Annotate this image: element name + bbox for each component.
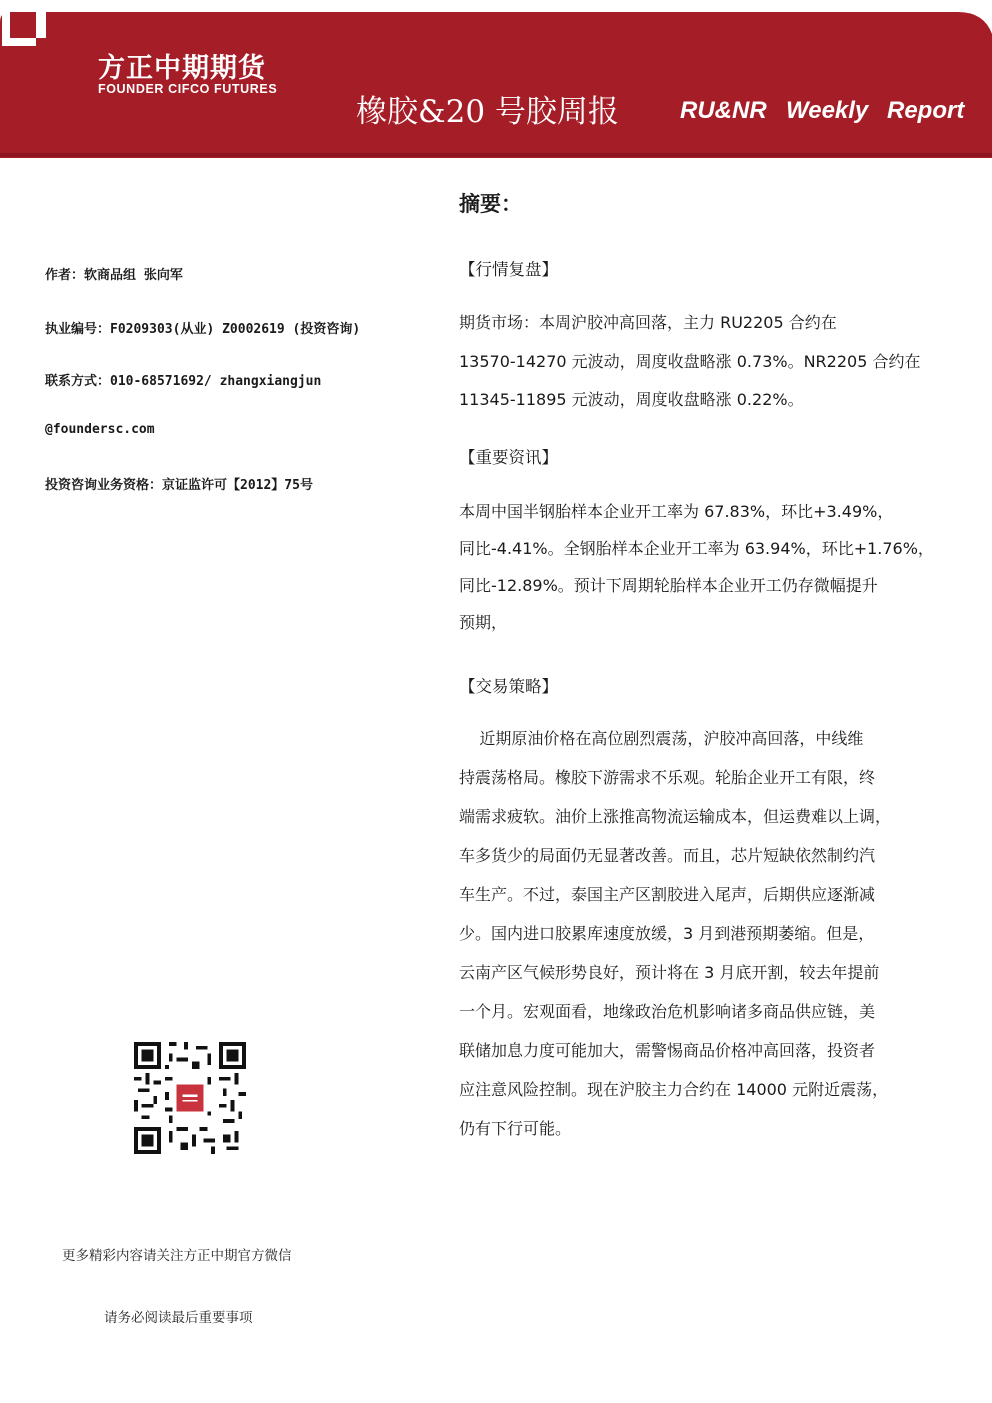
key-news-paragraph [459, 498, 934, 646]
disclaimer-note: 请务必阅读最后重要事项 [104, 1310, 253, 1326]
paragraph-line: 少。国内进口胶累库速度放缓，3 月到港预期萎缩。但是， [459, 924, 875, 943]
report-title: 橡胶&20 号胶周报 [356, 94, 619, 130]
paragraph-line: 13570-14270 元波动，周度收盘略涨 0.73%。NR2205 合约在 [459, 351, 921, 371]
report-title-en-1: RU&NR [680, 97, 767, 124]
paragraph-line: 车生产。不过，泰国主产区割胶进入尾声，后期供应逐渐减 [459, 885, 876, 904]
paragraph-line: 端需求疲软。油价上涨推高物流运输成本，但运费难以上调， [459, 807, 892, 826]
paragraph-line: 本周中国半钢胎样本企业开工率为 67.83%，环比+3.49%， [459, 502, 894, 521]
author-line: 作者：软商品组 张向军 [45, 268, 183, 283]
paragraph-line: 仍有下行可能。 [459, 1119, 572, 1138]
company-name-en: FOUNDER CIFCO FUTURES [98, 82, 278, 96]
paragraph-line: 应注意风险控制。现在沪胶主力合约在 14000 元附近震荡， [459, 1080, 889, 1099]
paragraph-line: 车多货少的局面仍无显著改善。而且，芯片短缺依然制约汽 [459, 846, 876, 865]
paragraph-line: 近期原油价格在高位剧烈震荡，沪胶冲高回落，中线维 [459, 729, 864, 748]
paragraph-line: 同比-12.89%。预计下周期轮胎样本企业开工仍存微幅提升 [459, 576, 878, 595]
wechat-qr-code-icon [134, 1042, 246, 1154]
paragraph-line: 云南产区气候形势良好，预计将在 3 月底开割，较去年提前 [459, 963, 880, 982]
founder-logo-icon [0, 0, 48, 48]
key-news-heading: 【重要资讯】 [459, 448, 558, 467]
paragraph-line: 期货市场：本周沪胶冲高回落，主力 RU2205 合约在 [459, 313, 837, 332]
paragraph-line: 同比-4.41%。全钢胎样本企业开工率为 63.94%，环比+1.76%， [459, 539, 934, 558]
email-line: @foundersc.com [45, 422, 155, 437]
paragraph-line: 一个月。宏观面看，地缘政治危机影响诸多商品供应链，美 [459, 1002, 876, 1021]
summary-heading: 摘要： [459, 192, 522, 216]
market-review-paragraph [459, 309, 929, 425]
report-title-en-3: Report [887, 97, 965, 124]
paragraph-line: 联储加息力度可能加大，需警惕商品价格冲高回落，投资者 [459, 1041, 876, 1060]
license-line: 执业编号：F0209303(从业) Z0002619 (投资咨询) [45, 322, 361, 337]
paragraph-line: 持震荡格局。橡胶下游需求不乐观。轮胎企业开工有限，终 [459, 768, 876, 787]
strategy-heading: 【交易策略】 [459, 677, 558, 696]
strategy-paragraph [459, 725, 929, 1154]
company-name-cn: 方正中期期货 [98, 53, 266, 84]
contact-line: 联系方式：010-68571692/ zhangxiangjun [45, 374, 322, 389]
paragraph-line: 预期， [459, 613, 508, 632]
qr-caption: 更多精彩内容请关注方正中期官方微信 [62, 1248, 292, 1264]
paragraph-line: 11345-11895 元波动，周度收盘略涨 0.22%。 [459, 390, 804, 409]
qualification-line: 投资咨询业务资格：京证监许可【2012】75号 [45, 478, 313, 493]
market-review-heading: 【行情复盘】 [459, 260, 558, 279]
report-title-en-2: Weekly [786, 97, 869, 124]
header-banner [0, 0, 992, 160]
